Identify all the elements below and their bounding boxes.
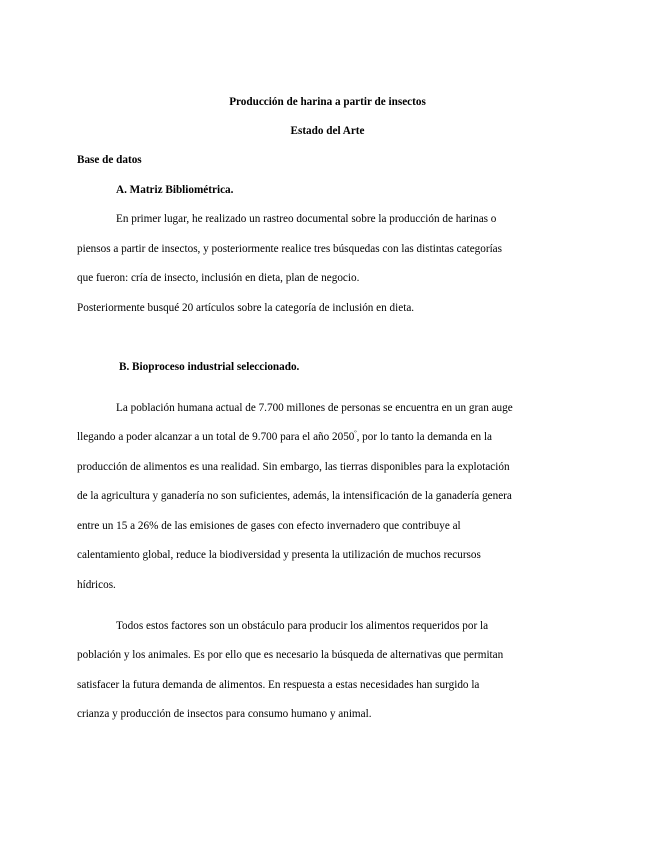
document-subtitle: Estado del Arte (290, 125, 365, 137)
paragraph-line: satisfacer la futura demanda de alimentos. En respuesta a estas necesidades han surgido la (77, 679, 480, 691)
paragraph-line: En primer lugar, he realizado un rastreo documental sobre la producción de harinas o (116, 213, 497, 225)
paragraph-line: producción de alimentos es una realidad. Sin embargo, las tierras disponibles para la explotación (77, 461, 510, 473)
document-title: Producción de harina a partir de insectos (229, 96, 426, 108)
paragraph-text: llegando a poder alcanzar a un total de 9.700 para el año 2050 (77, 431, 355, 443)
paragraph-line: calentamiento global, reduce la biodiversidad y presenta la utilización de muchos recursos (77, 549, 481, 561)
paragraph-line (77, 430, 492, 444)
section-heading: Base de datos (77, 154, 142, 166)
paragraph-line: población y los animales. Es por ello que es necesario la búsqueda de alternativas que permitan (77, 649, 504, 661)
paragraph-line: piensos a partir de insectos, y posteriormente realice tres búsquedas con las distintas categorías (77, 243, 502, 255)
subsection-b-heading: B. Bioproceso industrial seleccionado. (119, 361, 300, 373)
paragraph-line: Posteriormente busqué 20 artículos sobre la categoría de inclusión en dieta. (77, 302, 415, 314)
paragraph-line: entre un 15 a 26% de las emisiones de gases con efecto invernadero que contribuye al (77, 520, 461, 532)
paragraph-line: de la agricultura y ganadería no son suficientes, además, la intensificación de la ganadería genera (77, 490, 512, 502)
paragraph-line: hídricos. (77, 579, 116, 591)
paragraph-line: que fueron: cría de insecto, inclusión en dieta, plan de negocio. (77, 272, 360, 284)
superscript-mark: º (354, 429, 357, 438)
subsection-a-heading: A. Matriz Bibliométrica. (116, 184, 234, 196)
paragraph-line: Todos estos factores son un obstáculo para producir los alimentos requeridos por la (116, 620, 489, 632)
paragraph-line: La población humana actual de 7.700 millones de personas se encuentra en un gran auge (116, 402, 513, 414)
paragraph-line: crianza y producción de insectos para consumo humano y animal. (77, 708, 372, 720)
paragraph-text: , por lo tanto la demanda en la (356, 431, 493, 443)
